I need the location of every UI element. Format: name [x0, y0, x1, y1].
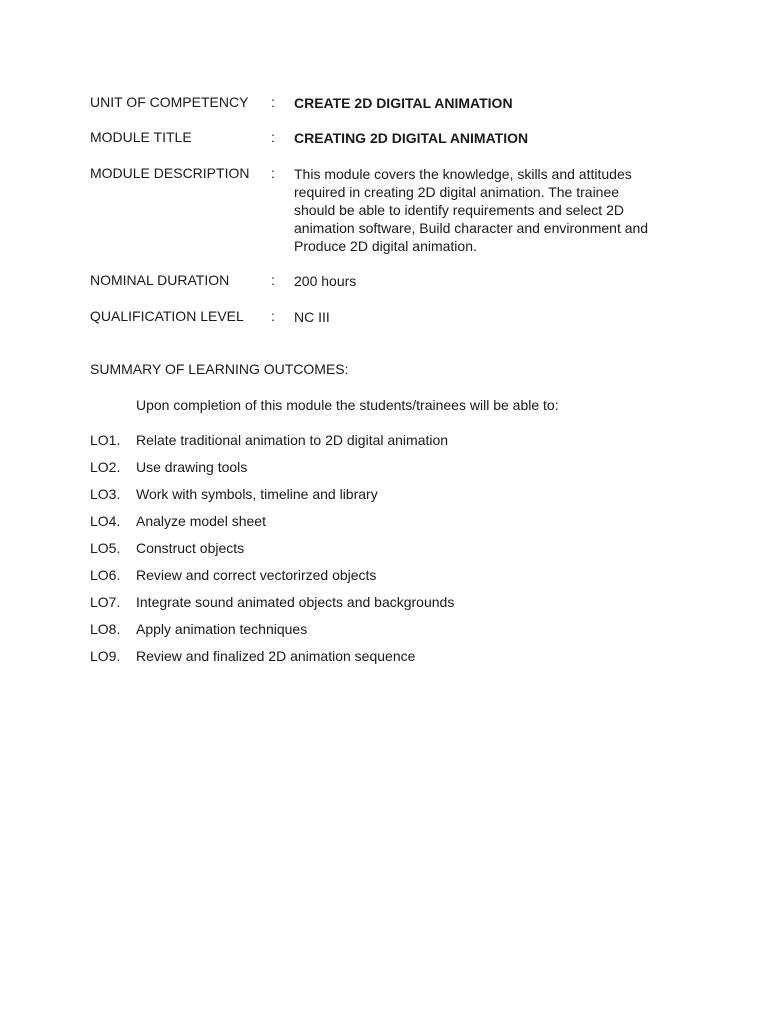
unit-of-competency-label: UNIT OF COMPETENCY [90, 94, 249, 110]
module-description-line: should be able to identify requirements and select 2D [294, 202, 624, 218]
outcome-text: Apply animation techniques [136, 621, 308, 637]
outcome-text: Work with symbols, timeline and library [136, 486, 378, 502]
outcome-text: Relate traditional animation to 2D digital animation [136, 432, 449, 448]
nominal-duration-value: 200 hours [294, 273, 357, 289]
outcome-code: LO2. [90, 459, 121, 475]
outcome-text: Analyze model sheet [136, 513, 266, 529]
outcome-code: LO1. [90, 432, 121, 448]
outcome-text: Use drawing tools [136, 459, 248, 475]
module-description-line: Produce 2D digital animation. [294, 238, 477, 254]
outcome-code: LO8. [90, 621, 121, 637]
nominal-duration-label: NOMINAL DURATION [90, 272, 230, 288]
outcome-text: Integrate sound animated objects and backgrounds [136, 594, 455, 610]
outcome-text: Construct objects [136, 540, 245, 556]
outcome-text: Review and finalized 2D animation sequence [136, 648, 416, 664]
outcome-code: LO4. [90, 513, 121, 529]
outcome-code: LO7. [90, 594, 121, 610]
outcome-code: LO6. [90, 567, 121, 583]
unit-of-competency-value: CREATE 2D DIGITAL ANIMATION [294, 95, 513, 111]
module-description-line: This module covers the knowledge, skills and attitudes [294, 166, 632, 182]
summary-heading: SUMMARY OF LEARNING OUTCOMES: [90, 361, 349, 377]
field-separator: : [271, 129, 275, 145]
module-title-value: CREATING 2D DIGITAL ANIMATION [294, 130, 529, 146]
module-description-label: MODULE DESCRIPTION [90, 165, 250, 181]
module-description-value [294, 165, 694, 255]
field-separator: : [271, 272, 275, 288]
outcome-code: LO9. [90, 648, 121, 664]
module-description-line: required in creating 2D digital animation. The trainee [294, 184, 620, 200]
outcome-code: LO5. [90, 540, 121, 556]
module-title-label: MODULE TITLE [90, 129, 192, 145]
qualification-level-label: QUALIFICATION LEVEL [90, 308, 244, 324]
module-description-line: animation software, Build character and environment and [294, 220, 649, 236]
field-separator: : [271, 94, 275, 110]
field-separator: : [271, 308, 275, 324]
outcome-text: Review and correct vectorirzed objects [136, 567, 377, 583]
qualification-level-value: NC III [294, 309, 330, 325]
summary-intro: Upon completion of this module the students/trainees will be able to: [136, 397, 559, 413]
field-separator: : [271, 165, 275, 181]
outcome-code: LO3. [90, 486, 121, 502]
